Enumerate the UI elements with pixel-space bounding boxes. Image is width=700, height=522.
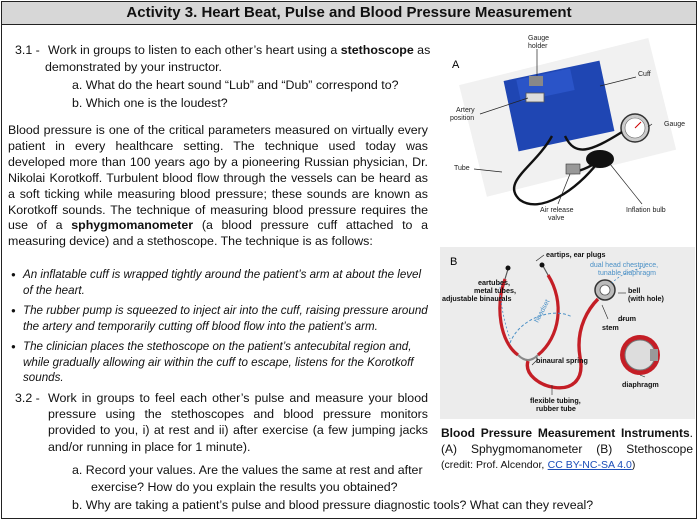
section-3-1-number: 3.1 - <box>15 43 40 57</box>
section-3-2-number: 3.2 - <box>15 391 40 405</box>
question-3-2-a-line1: a. Record your values. Are the values the same at rest and after <box>72 463 423 477</box>
license-link[interactable]: CC BY-NC-SA 4.0 <box>547 459 632 471</box>
label-stem: stem <box>602 323 619 332</box>
figure-caption: Blood Pressure Measurement Instruments. (A) Sphygmomanometer (B) Stethoscope (credit: Prof. Alcendor, CC BY-NC-SA 4.0) <box>441 426 693 471</box>
label-eartubes-2: metal tubes, <box>474 286 516 295</box>
label-diaphragm: diaphragm <box>622 380 659 389</box>
question-3-2-a-line2: exercise? How do you explain the results you obtained? <box>91 480 398 494</box>
label-tubing-1: flexible tubing, <box>530 396 581 405</box>
label-cuff: Cuff <box>638 71 651 78</box>
activity-title: Activity 3. Heart Beat, Pulse and Blood Pressure Measurement <box>1 1 697 25</box>
section-3-2-instruction: Work in groups to feel each other’s pulse and measure your blood pressure using the stethoscopes and blood pressure monitors provided to you, i) at rest and ii) after exercise (a few jumping jacks and/or running in place for 1 minute). <box>48 391 428 454</box>
label-tube: Tube <box>454 165 470 172</box>
blood-pressure-paragraph: Blood pressure is one of the critical parameters measured on virtually every patient in every healthcare setting. The technique used today was developed more than 100 years ago by a pioneering Russian physician, Dr. Nikolai Korotkoff. Turbulent blood flow through the vessels can be heard as a soft ticking while measuring blood pressure; these sounds are known as Korotkoff sounds. The technique of measuring blood pressure requires the use of a sphygmomanometer (a blood pressure cuff attached to a measuring device) and a stethoscope. The technique is as follows: <box>8 123 428 249</box>
stethoscope-figure <box>440 247 695 419</box>
label-dual-head-1: dual head chestpiece, <box>590 262 659 269</box>
label-eartips: eartips, ear plugs <box>546 250 606 259</box>
label-air-release-1: Air release <box>540 207 574 214</box>
label-eartubes-3: adjustable binaurals <box>442 294 512 303</box>
figure-b-letter: B <box>450 256 458 268</box>
label-dual-head-2: tunable diaphragm <box>598 270 656 277</box>
label-bell-1: bell <box>628 286 641 295</box>
label-binaural-spring: binaural spring <box>536 356 588 365</box>
label-eartubes-1: eartubes, <box>478 278 510 287</box>
label-artery-2: position <box>450 115 475 122</box>
question-3-2-b: b. Why are taking a patient’s pulse and blood pressure diagnostic tools? What can they reveal? <box>72 498 594 512</box>
section-3-1-instruction: Work in groups to listen to each other’s heart using a stethoscope as <box>48 43 431 57</box>
label-headset: headset <box>533 298 552 324</box>
gauge <box>621 114 649 142</box>
section-3-1-instruction-cont: demonstrated by your instructor. <box>45 60 222 74</box>
label-air-release-2: valve <box>548 215 565 222</box>
figure-a-letter: A <box>452 59 460 71</box>
question-3-1-b: b. Which one is the loudest? <box>72 96 228 110</box>
label-gauge-holder-1: Gauge <box>528 35 550 42</box>
label-tubing-2: rubber tube <box>536 404 576 413</box>
label-artery-1: Artery <box>456 107 475 114</box>
sphygmomanometer-figure <box>440 32 695 232</box>
label-inflation-bulb: Inflation bulb <box>626 207 666 214</box>
label-gauge: Gauge <box>664 121 686 128</box>
label-bell-2: (with hole) <box>628 294 664 303</box>
question-3-1-a: a. What do the heart sound “Lub” and “Dub” correspond to? <box>72 78 399 92</box>
label-drum: drum <box>618 314 636 323</box>
technique-bullet-2: ● The rubber pump is squeezed to inject air into the cuff, raising pressure around the artery and temporarily cutting off blood flow into the patient’s arm. <box>23 303 428 334</box>
label-gauge-holder-2: holder <box>528 43 548 50</box>
chestpiece-diaphragm <box>620 335 660 375</box>
technique-bullet-1: ● An inflatable cuff is wrapped tightly around the patient’s arm at about the level of the heart. <box>23 267 428 298</box>
technique-bullet-3: ● The clinician places the stethoscope on the patient’s antecubital region and, while gradually allowing air within the cuff to escape, listens for the Korotkoff sounds. <box>23 339 428 386</box>
